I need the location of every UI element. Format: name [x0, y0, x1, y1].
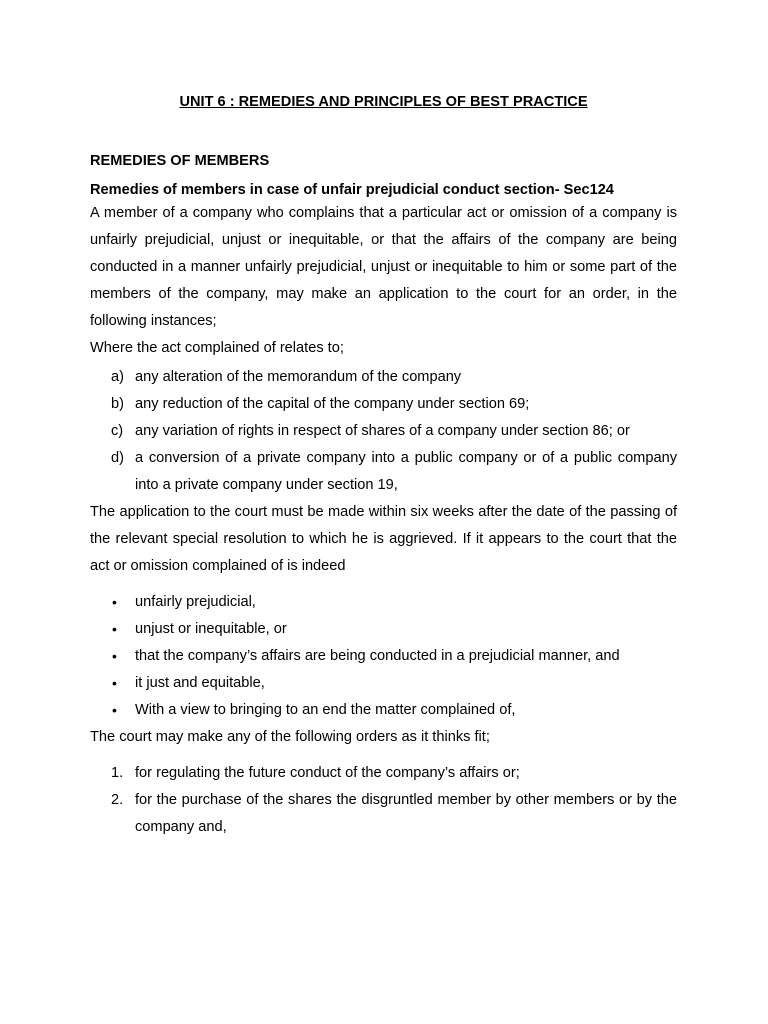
paragraph-application-to-court: The application to the court must be made within six weeks after the date of the passing of the relevant special resolution to which he is aggrieved. If it appears to the court that the act or omission complained of is indeed [90, 504, 677, 574]
list-item-text: unjust or inequitable, or [135, 621, 287, 637]
bullet-list-item [90, 697, 677, 724]
numbered-list [90, 760, 677, 841]
bullet-icon: • [112, 648, 117, 664]
section-heading-remedies-of-members: REMEDIES OF MEMBERS [90, 153, 270, 169]
alpha-list-item [90, 391, 677, 418]
list-item-text: unfairly prejudicial, [135, 594, 256, 610]
list-marker: a) [111, 369, 124, 385]
list-marker: d) [111, 450, 124, 466]
list-item-text: With a view to bringing to an end the matter complained of, [135, 702, 516, 718]
list-item-text: any reduction of the capital of the company under section 69; [135, 396, 530, 412]
bullet-icon: • [112, 702, 117, 718]
list-item-text: for regulating the future conduct of the company’s affairs or; [135, 765, 520, 781]
subsection-heading-unfair-prejudicial-conduct: Remedies of members in case of unfair prejudicial conduct section- Sec124 [90, 182, 614, 198]
list-item-text: any alteration of the memorandum of the company [135, 369, 462, 385]
alpha-list-item [90, 364, 677, 391]
paragraph-member-complaint: A member of a company who complains that a particular act or omission of a company is unfairly prejudicial, unjust or inequitable, or that the affairs of the company are being conducted in a manner unfairly prejudicial, unjust or inequitable to him or some part of the members of the company, may make an application to the court for an order, in the following instances; [90, 205, 677, 329]
bullet-list [90, 589, 677, 724]
list-marker: 2. [111, 792, 124, 808]
numbered-list-item [90, 760, 677, 787]
document-title: UNIT 6 : REMEDIES AND PRINCIPLES OF BEST PRACTICE [179, 94, 588, 110]
bullet-list-item [90, 589, 677, 616]
list-item-text: that the company’s affairs are being conducted in a prejudicial manner, and [135, 648, 620, 664]
alpha-list-item [90, 445, 677, 499]
list-marker: b) [111, 396, 124, 412]
bullet-list-item [90, 670, 677, 697]
document-body [90, 92, 677, 841]
list-item-text: it just and equitable, [135, 675, 265, 691]
bullet-list-item [90, 643, 677, 670]
paragraph-court-orders: The court may make any of the following orders as it thinks fit; [90, 729, 490, 745]
bullet-icon: • [112, 594, 117, 610]
alpha-list-item [90, 418, 677, 445]
bullet-list-item [90, 616, 677, 643]
list-item-text: for the purchase of the shares the disgruntled member by other members or by the company and, [135, 792, 677, 835]
list-marker: c) [111, 423, 124, 439]
paragraph-act-complained-of: Where the act complained of relates to; [90, 340, 344, 356]
list-marker: 1. [111, 765, 124, 781]
alpha-list [90, 364, 677, 499]
bullet-icon: • [112, 621, 117, 637]
bullet-icon: • [112, 675, 117, 691]
list-item-text: any variation of rights in respect of shares of a company under section 86; or [135, 423, 630, 439]
list-item-text: a conversion of a private company into a public company or of a public company into a private company under section 19, [135, 450, 677, 493]
numbered-list-item [90, 787, 677, 841]
